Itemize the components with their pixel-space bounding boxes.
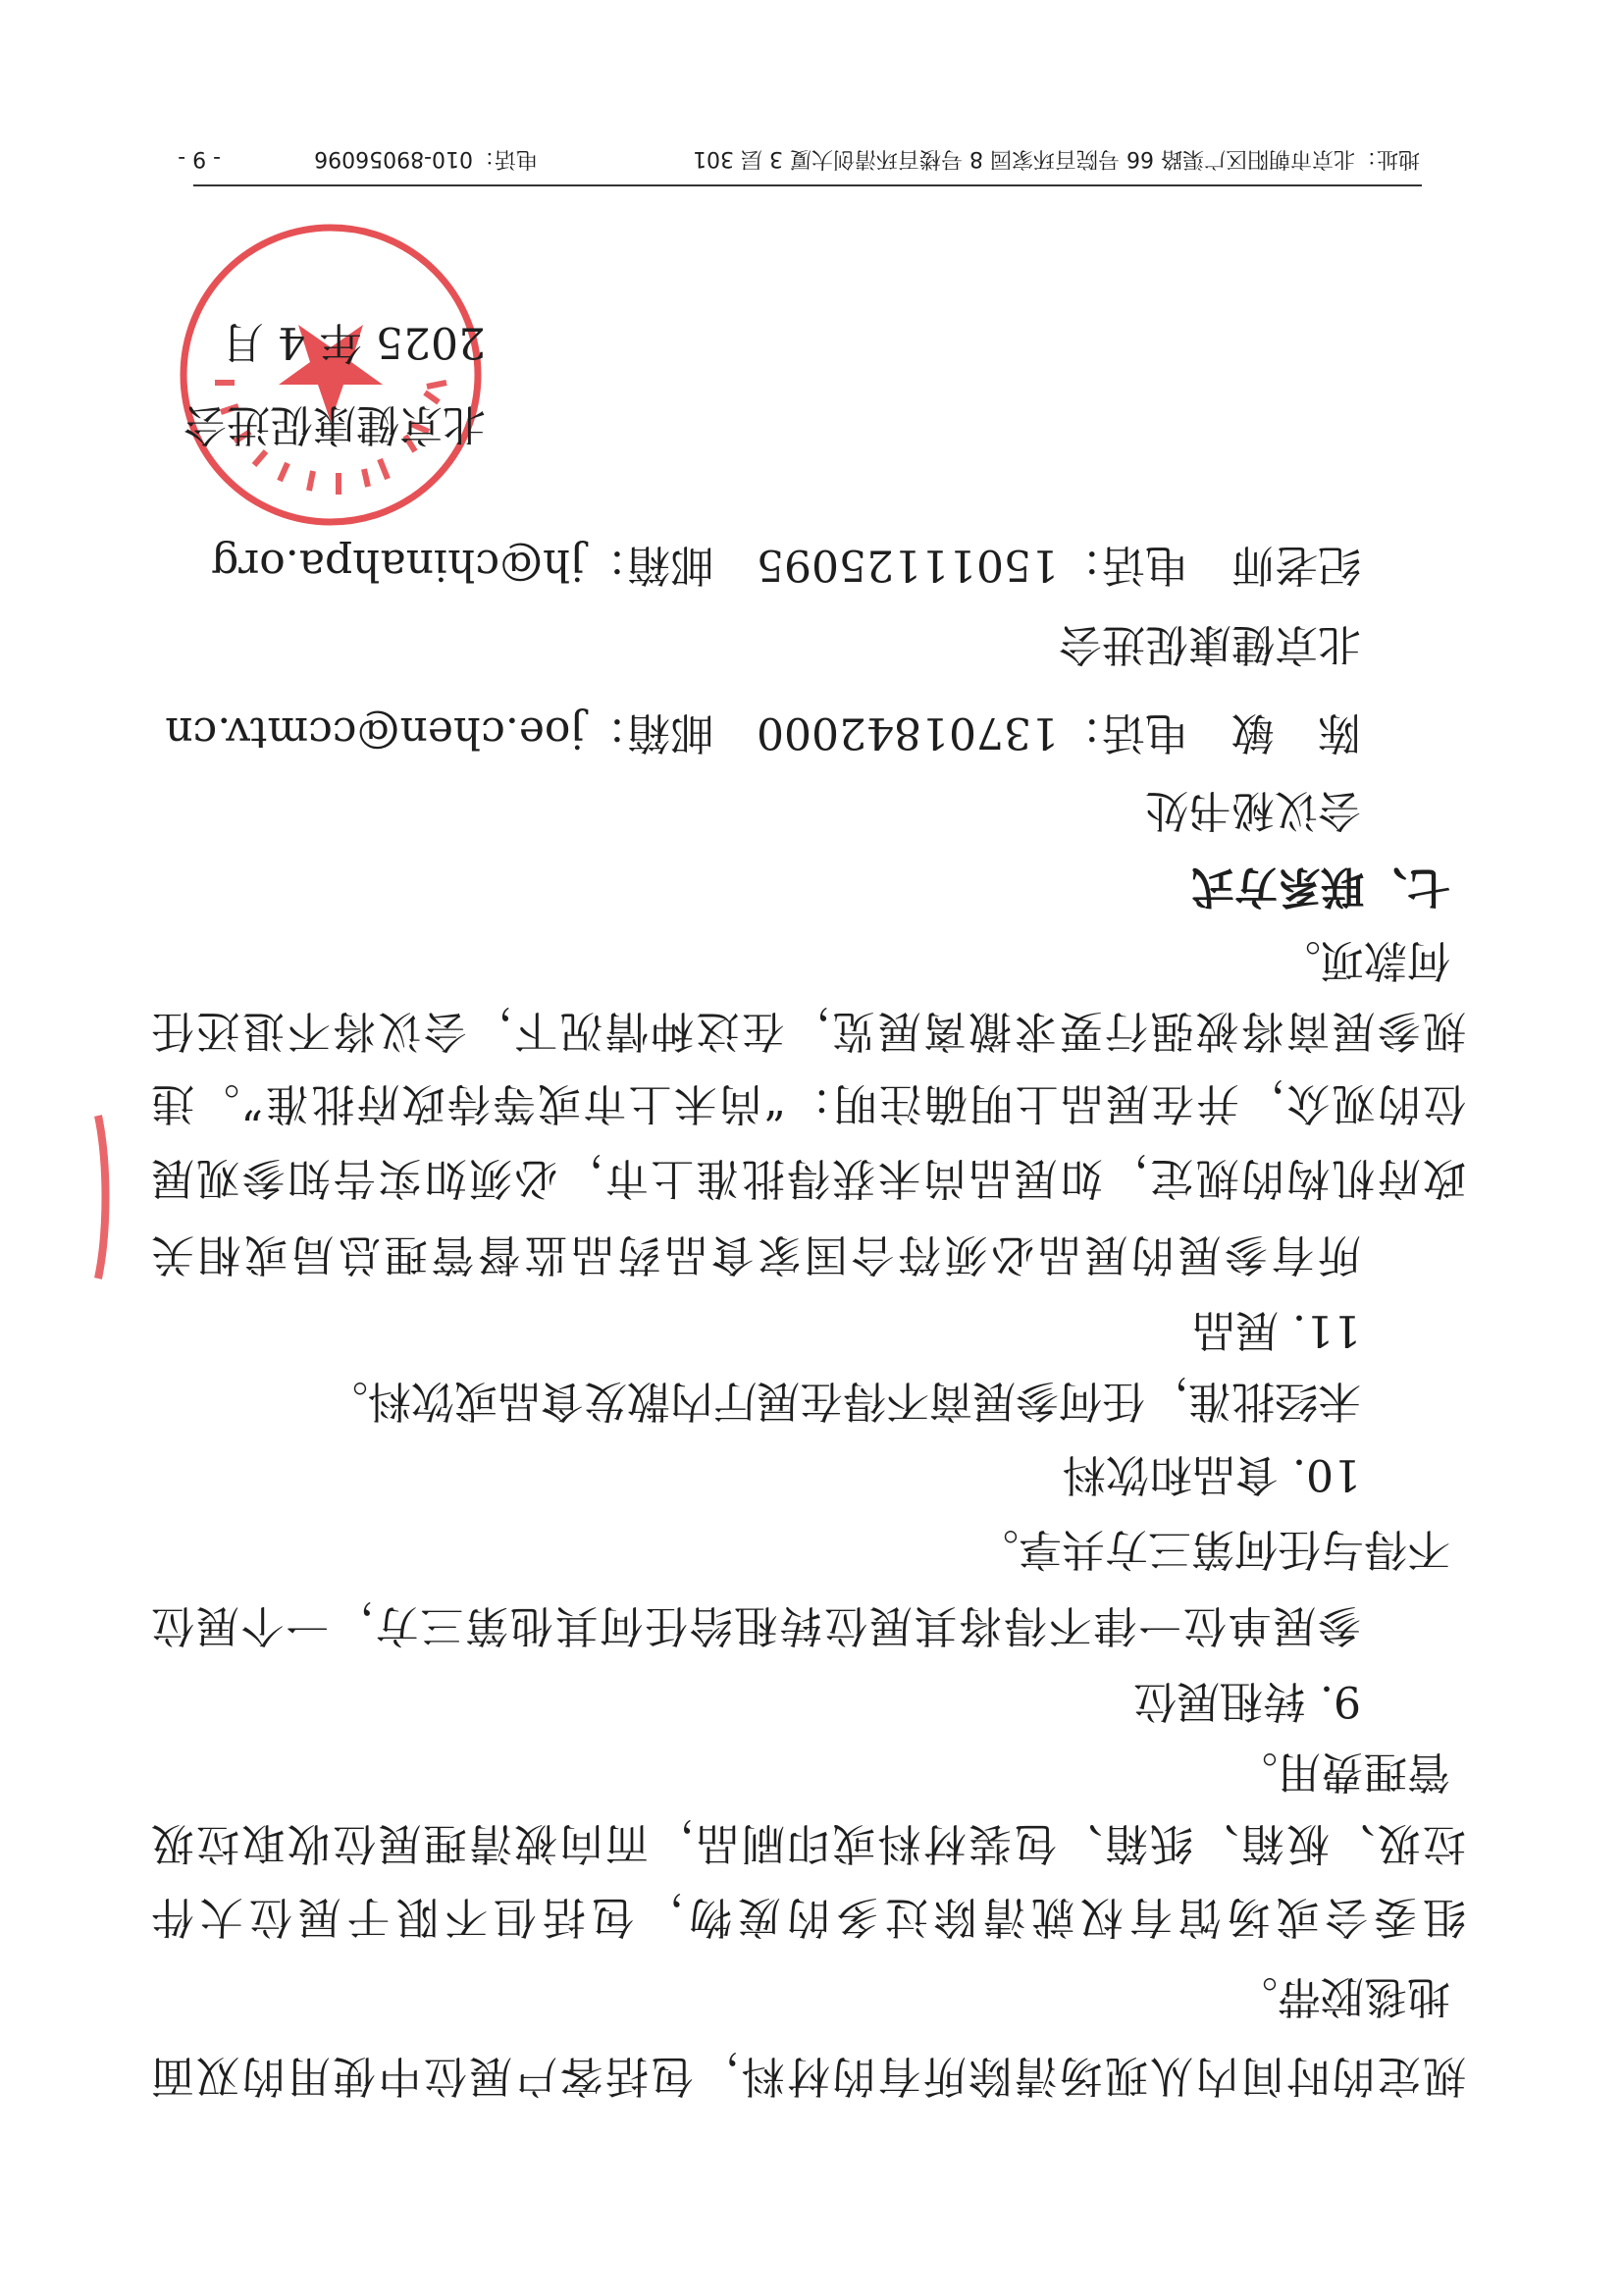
body-line: 所有参展的展品必须符合国家食品药品监督管理总局或相关 <box>151 1229 1361 1279</box>
section-heading-11: 11. 展品 <box>1192 1305 1361 1355</box>
body-line: 地毯胶带。 <box>1234 1971 1450 2021</box>
body-line: 参展单位一律不得将其展位转租给任何其他第三方，一个展位 <box>151 1600 1361 1650</box>
body-line: 位的观众，并在展品上明确注明：“尚未上市或等待政府批准”。违 <box>151 1078 1466 1128</box>
body-line: 未经批准，任何参展商不得在展厅内散发食品或饮料。 <box>325 1376 1361 1426</box>
page-number: - 9 - <box>178 146 221 171</box>
contact-heading: 七、联系方式 <box>1191 861 1450 912</box>
footer-address: 地址：北京市朝阳区广渠路 66 号院百环家园 8 号楼百环清创大厦 3 层 301 <box>693 146 1420 171</box>
signature-date: 2025 年 4 月 <box>221 317 486 367</box>
body-line: 不得与任何第三方共享。 <box>975 1524 1450 1574</box>
body-line: 政府机构的规定，如展品尚未获得批准上市，必须如实告知参观展 <box>151 1153 1466 1203</box>
footer-phone: 电话：010-89056096 <box>314 146 538 171</box>
signature-org: 北京健康促进会 <box>183 399 486 449</box>
body-line: 组委会或场馆有权就清除过多的废物，包括但不限于展位大件 <box>151 1892 1466 1942</box>
secretariat-label: 会议秘书处 <box>1145 785 1361 835</box>
body-line: 规参展商将被强行要求撤离展览，在这种情况下，会议将不退还任 <box>151 1006 1466 1056</box>
org-label: 北京健康促进会 <box>1059 619 1361 669</box>
section-heading-10: 10. 食品和饮料 <box>1063 1449 1361 1499</box>
contact-chen: 陈 敏 电话：13701842000 邮箱：joe.chen@ccmtv.cn <box>165 707 1361 757</box>
body-line: 管理费用。 <box>1234 1747 1450 1797</box>
seam-stamp-mark <box>88 1114 112 1280</box>
section-heading-9: 9. 转租展位 <box>1133 1676 1361 1726</box>
body-line: 何款项。 <box>1278 935 1450 985</box>
footer-divider <box>193 184 1422 186</box>
official-seal-stamp <box>176 220 486 530</box>
body-line: 规定的时间内从现场清除所有的材料，包括客户展位中使用的双面 <box>151 2051 1466 2101</box>
body-line: 垃圾、板箱、纸箱、包装材料或印刷品，而向被清理展位收取垃圾 <box>151 1818 1466 1868</box>
contact-ji: 纪老师 电话：15011125095 邮箱：jh@chinahpa.org <box>211 540 1361 590</box>
